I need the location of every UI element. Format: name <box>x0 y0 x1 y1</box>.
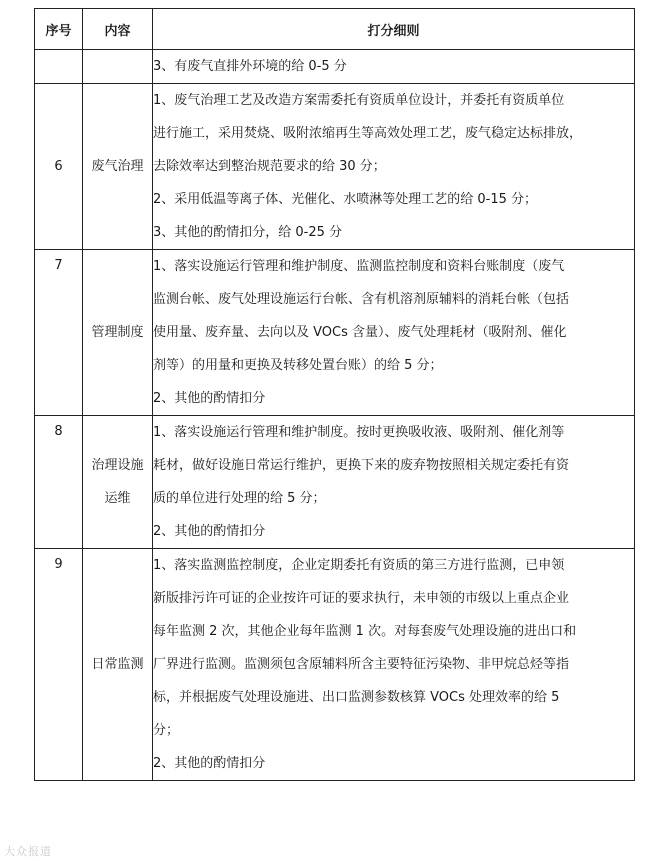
row-index: 9 <box>35 549 83 781</box>
rule-line: 1、落实设施运行管理和维护制度、监测监控制度和资料台账制度（废气 <box>153 259 565 274</box>
rule-line: 新版排污许可证的企业按许可证的要求执行，未申领的市级以上重点企业 <box>153 591 570 606</box>
content-name-line: 运维 <box>104 491 131 506</box>
table-row <box>35 50 635 84</box>
row-index: 7 <box>35 250 83 416</box>
table-row <box>35 549 635 781</box>
rule-line: 去除效率达到整治规范要求的给 30 分； <box>153 159 386 174</box>
table-row <box>35 250 635 416</box>
header-index: 序号 <box>35 9 83 50</box>
rule-line: 2、其他的酌情扣分 <box>153 391 266 406</box>
table-row <box>35 84 635 250</box>
rule-line: 监测台帐、废气处理设施运行台帐、含有机溶剂原辅料的消耗台帐（包括 <box>153 292 570 307</box>
content-name-line: 管理制度 <box>91 325 144 340</box>
rule-line: 厂界进行监测。监测须包含原辅料所含主要特征污染物、非甲烷总烃等指 <box>153 657 570 672</box>
header-content: 内容 <box>83 9 153 50</box>
rule-line: 2、采用低温等离子体、光催化、水喷淋等处理工艺的给 0-15 分； <box>153 192 538 207</box>
table-row <box>35 416 635 549</box>
row-content-name <box>83 250 153 416</box>
row-content-name <box>83 84 153 250</box>
rule-line: 标，并根据废气处理设施进、出口监测参数核算 VOCs 处理效率的给 5 <box>153 690 560 705</box>
content-name-line: 废气治理 <box>91 159 144 174</box>
rule-line: 进行施工，采用焚烧、吸附浓缩再生等高效处理工艺，废气稳定达标排放， <box>153 126 583 141</box>
rule-line: 2、其他的酌情扣分 <box>153 524 266 539</box>
rule-line: 2、其他的酌情扣分 <box>153 756 266 771</box>
header-row <box>35 9 635 50</box>
row-rules <box>153 84 635 250</box>
scoring-table <box>34 8 635 781</box>
row-content-name <box>83 50 153 84</box>
rule-line: 1、废气治理工艺及改造方案需委托有资质单位设计，并委托有资质单位 <box>153 93 565 108</box>
rule-line: 使用量、废弃量、去向以及 VOCs 含量）、废气处理耗材（吸附剂、催化 <box>153 325 567 340</box>
row-rules <box>153 250 635 416</box>
content-name-line: 治理设施 <box>91 458 144 473</box>
rule-line: 每年监测 2 次，其他企业每年监测 1 次。对每套废气处理设施的进出口和 <box>153 624 577 639</box>
rule-line: 1、落实监测监控制度，企业定期委托有资质的第三方进行监测，已申领 <box>153 558 565 573</box>
content-name-line: 日常监测 <box>91 657 144 672</box>
row-content-name <box>83 549 153 781</box>
row-content-name <box>83 416 153 549</box>
row-index: 6 <box>35 84 83 250</box>
rule-line: 3、有废气直排外环境的给 0-5 分 <box>153 59 347 74</box>
rule-line: 3、其他的酌情扣分，给 0-25 分 <box>153 225 343 240</box>
rule-line: 剂等）的用量和更换及转移处置台账）的给 5 分； <box>153 358 443 373</box>
row-rules <box>153 549 635 781</box>
rule-line: 质的单位进行处理的给 5 分； <box>153 491 326 506</box>
row-index: 8 <box>35 416 83 549</box>
rule-line: 分； <box>153 723 180 738</box>
header-rules: 打分细则 <box>153 9 635 50</box>
rule-line: 1、落实设施运行管理和维护制度。按时更换吸收液、吸附剂、催化剂等 <box>153 425 565 440</box>
row-index <box>35 50 83 84</box>
watermark-text: 大众报道 <box>4 845 52 858</box>
row-rules <box>153 50 635 84</box>
rule-line: 耗材，做好设施日常运行维护，更换下来的废弃物按照相关规定委托有资 <box>153 458 570 473</box>
row-rules <box>153 416 635 549</box>
